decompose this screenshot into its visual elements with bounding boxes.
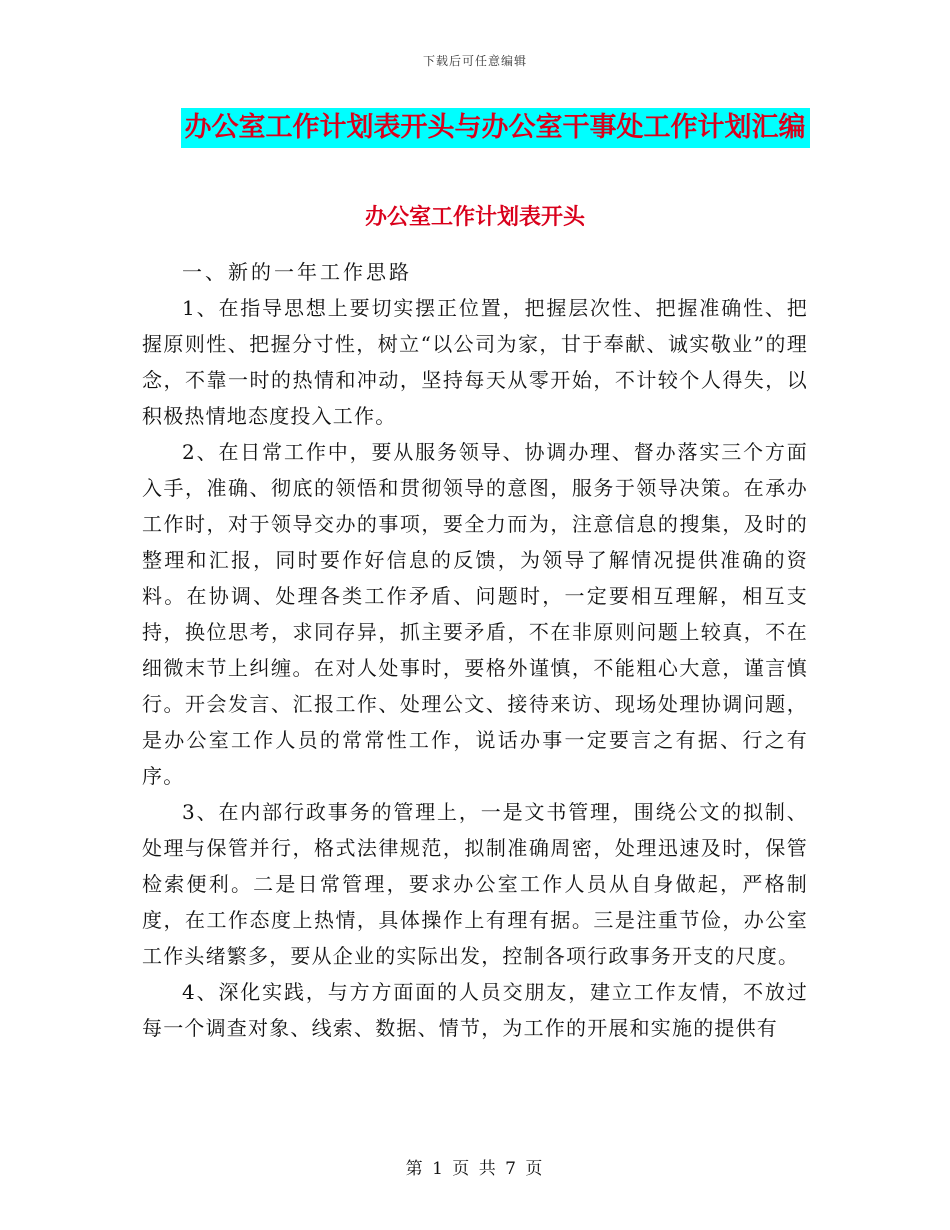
- paragraph-3: 3、在内部行政事务的管理上，一是文书管理，围绕公文的拟制、处理与保管并行，格式法律规范，拟制准确周密，处理迅速及时，保管检索便利。二是日常管理，要求办公室工作人员从自身做起，严格制度，在工作态度上热情，具体操作上有理有据。三是注重节俭，办公室工作头绪繁多，要从企业的实际出发，控制各项行政事务开支的尺度。: [142, 800, 808, 968]
- section-title: 办公室工作计划表开头: [364, 204, 585, 230]
- paragraph-1: 1、在指导思想上要切实摆正位置，把握层次性、把握准确性、把握原则性、把握分寸性，树立“以公司为家，甘于奉献、诚实敬业”的理念，不靠一时的热情和冲动，坚持每天从零开始，不计较个人得失，以积极热情地态度投入工作。: [142, 296, 808, 428]
- page-number-footer: 第 1 页 共 7 页: [405, 1159, 545, 1179]
- main-title-container: [0, 108, 950, 148]
- paragraph-4: 4、深化实践，与方方面面的人员交朋友，建立工作友情，不放过每一个调查对象、线索、数据、情节，为工作的开展和实施的提供有: [142, 980, 808, 1040]
- paragraph-2: 2、在日常工作中，要从服务领导、协调办理、督办落实三个方面入手，准确、彻底的领悟和贯彻领导的意图，服务于领导决策。在承办工作时，对于领导交办的事项，要全力而为，注意信息的搜集，及时的整理和汇报，同时要作好信息的反馈，为领导了解情况提供准确的资料。在协调、处理各类工作矛盾、问题时，一定要相互理解，相互支持，换位思考，求同存异，抓主要矛盾，不在非原则问题上较真，不在细微末节上纠缠。在对人处事时，要格外谨慎，不能粗心大意，谨言慎行。开会发言、汇报工作、处理公文、接待来访、现场处理协调问题，是办公室工作人员的常常性工作，说话办事一定要言之有据、行之有序。: [142, 440, 808, 788]
- document-body: [142, 218, 808, 1046]
- page-header: 下载后可任意编辑: [422, 54, 527, 68]
- heading-new-year-work-ideas: 一、新的一年工作思路: [182, 260, 412, 284]
- document-main-title: 办公室工作计划表开头与办公室干事处工作计划汇编: [181, 108, 810, 148]
